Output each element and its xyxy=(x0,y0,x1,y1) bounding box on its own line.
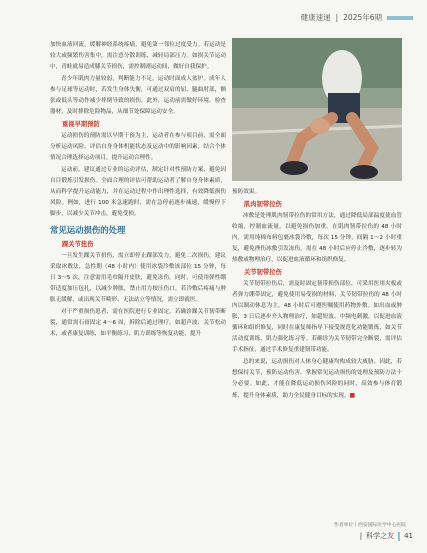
header-issue: 2025年6期 xyxy=(343,13,382,22)
footer-magazine-name: 科学之友 xyxy=(366,532,395,540)
page-footer xyxy=(360,531,413,541)
column-left xyxy=(50,40,226,341)
page-header xyxy=(301,12,413,23)
subheading-early-prevention: 重视早期预防 xyxy=(62,121,100,128)
paragraph: 冰敷是处理肌肉韧带拉伤的常用方法，通过降低局部温度使血管收缩，控制血流量，以避免损伤加重。在肌肉韧带拉伤的 48 小时内，需用纯棉布料包裹冰袋冷敷，每次 15 分钟，间隔 1～2 小时重复，避免挫伤冰敷引发冻伤。需在 48 小时后应停止冷敷，逐步转为热敷或物理治疗，以促进血液循环和组织修复。 xyxy=(232,213,402,263)
section-heading: 常见运动损伤的处理 xyxy=(50,225,126,235)
paragraph: 运动前，建议通过专业的运动评估，制定针对性预防方案，避免因自目锻炼引发损伤。全面合理的评估可帮助运动者了解自身身体素质，从而科学提升运动能力，并在运动过程中作出理性选择，有效降低损伤风险。例如，进行 100 米急速跑时，需在急停前逐步减速，缓慢停下脚步，以减少关节冲击，避免受损。 xyxy=(50,167,226,217)
paragraph: 加快血液回流，缓解神经系统疼痛，避免第一邻位过度受力。若运动是较大或频繁伤害集中，需注意分散训练，减轻局部压力。如损关节运动中，青蛙就易造成膝关节损伤，需控制剧运动间，做好自我保护。 xyxy=(50,42,226,70)
paragraph: 一旦发生踝关节扭伤，需立即停止踝部发力，避免二次损伤，建议采取冰敷法，急性期（48 小时内）使用冰袋冷敷该部位 15 分钟，每日 3～5 次，注意需用毛巾隔开皮肤，避免冻伤。同时，可使用弹性绷带适度加压包扎，以减少肿胀，禁止用力按压伤口，若冷敷后疼痛与肿胀无缓解，或出现关节畸形、无法站立等情况，需立即就医。 xyxy=(50,253,226,303)
footer-accent-bar xyxy=(398,532,400,541)
paragraph: 青少年肌肉力量较弱，判断能力不足，运动时面成人盆护。成年人参与足球等运动时，若发生身体失衡，可通过双肩的屈、腿曲肘部，额张或低头等动作减少摔倒导致的损伤。此外，运动前需做好环境、检查器材，及时排除危险物品，从细节处保障运动安全。 xyxy=(50,76,226,115)
column-right xyxy=(232,187,402,403)
header-accent-bar xyxy=(387,16,413,20)
author-credit: 作者单位丨西安国际医学中心医院 xyxy=(334,523,406,528)
paragraph: 对于严重损伤患者，需在医院进行专业固定，若确诊踝关节韧带断裂，通常需石膏固定 4～6 周，拆除后通过理疗，如超声波、关节松动术，或者康复训练，如平衡练习、肌力训练等恢复功能，提升 xyxy=(50,309,226,337)
page-number: 41 xyxy=(404,532,413,540)
subheading-muscle-strain: 肌肉韧带拉伤 xyxy=(244,201,282,208)
paragraph: 预防效果。 xyxy=(232,189,260,195)
paragraph: 运动损伤的预防需以早期干预为主，运动者在参与项目前，需全面分析运动风险，评估自身身体机能状态及运动中的影响因素，结合个体情况合理选择运动项目，提升运动合理性。 xyxy=(50,133,226,161)
subheading-ankle-sprain: 踝关节扭伤 xyxy=(62,241,94,248)
photo-illustration xyxy=(232,38,402,181)
paragraph-conclusion: 总的来说，运动损伤对人体身心健康均构成较大威胁。因此，若想保持关节，预防运动伤害，掌握常见运动损伤的处理及预防方法十分必要。如此，才能在降低运动损伤风险的同时，高效参与体育锻炼，提升身体素质，助力全民健身目标的实现。■ xyxy=(232,359,402,399)
footer-separator: | xyxy=(359,532,363,540)
subheading-joint-ligament: 关节韧带拉伤 xyxy=(244,269,282,276)
paragraph: 关节韧带拉伤后，需及时固定韧带损伤部位，可采用医用夹板或者弹力绷带固定，避免使用易受损的材料，关节韧带拉伤的 48 小时内以制动休息为主，48 小时后可遵医嘱使用药物外敷。如出血或肿胀，3 日后逐步介入物理治疗，如超短波、中频电刺激，以促进血液循环和组织修复，同时在康复师指导下接受规范化功能锻炼，如关节活动度训练、肌力强化练习等。若确诊为关节韧带完全断裂，需评估手术指征，通过手术修复重建韧带功能。 xyxy=(232,281,402,353)
header-magazine-name: 健康速递 xyxy=(300,13,331,22)
photo-image xyxy=(232,38,402,181)
end-mark-icon: ■ xyxy=(349,392,356,399)
header-separator: | xyxy=(335,13,339,22)
